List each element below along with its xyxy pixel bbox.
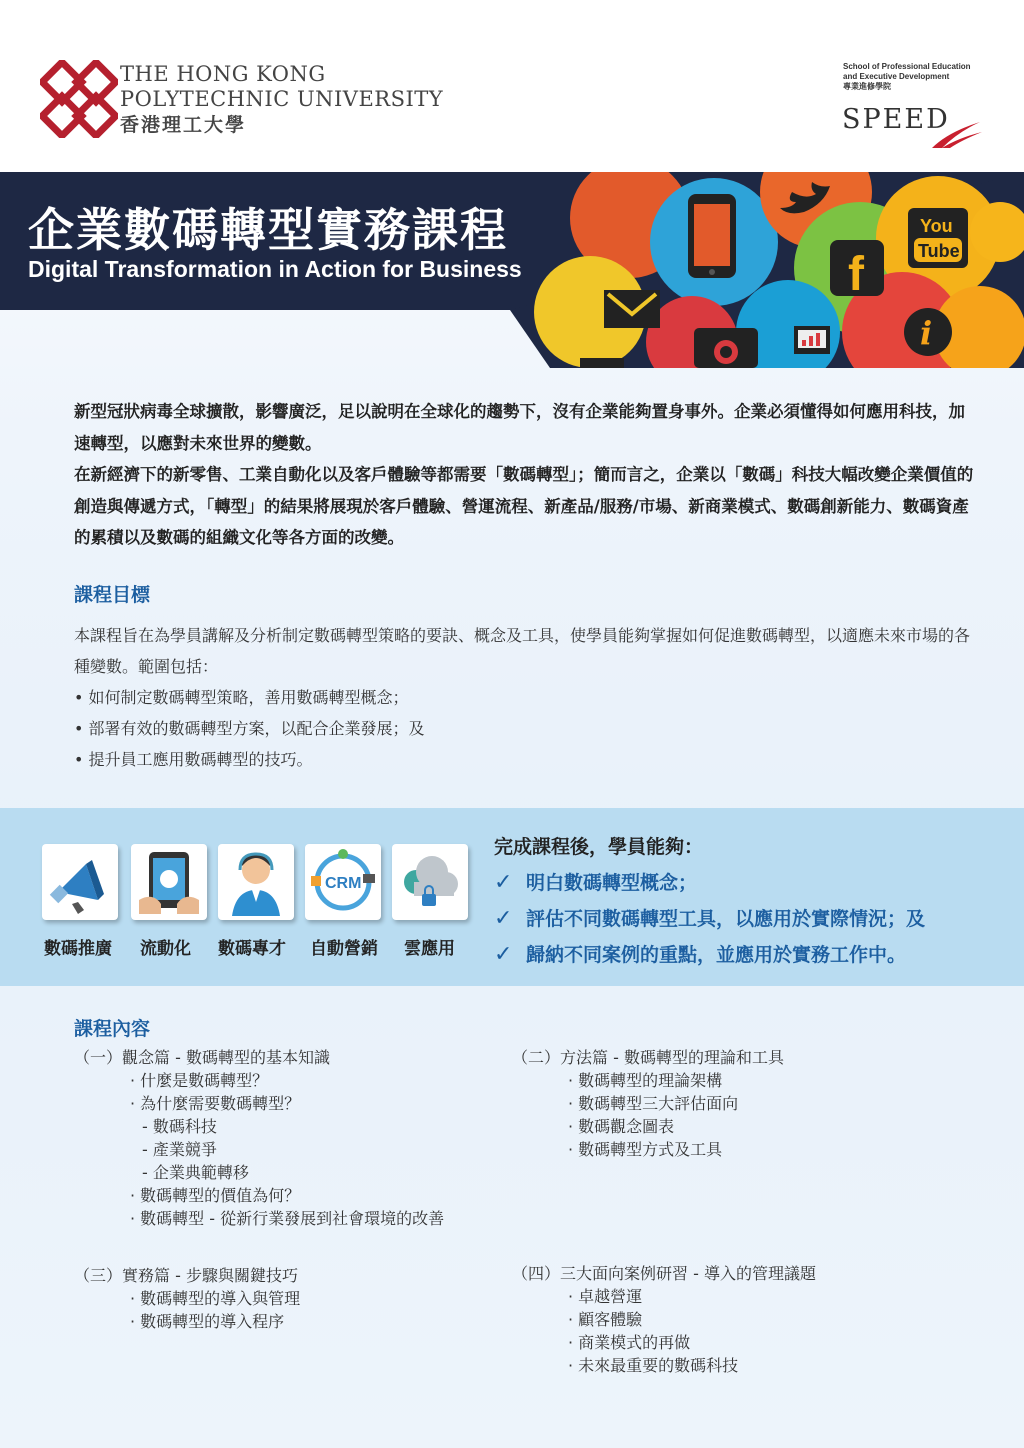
speed-name-line3: 專業進修學院 — [843, 82, 891, 91]
info-icon — [904, 308, 952, 356]
list-item: · 數碼轉型的導入程序 — [130, 1312, 285, 1331]
list-item: · 數碼轉型 - 從新行業發展到社會環境的改善 — [130, 1209, 445, 1228]
tile-label-automation: 自動營銷 — [310, 939, 378, 959]
list-item: · 數碼觀念圖表 — [568, 1117, 675, 1136]
list-item: · 未來最重要的數碼科技 — [568, 1356, 739, 1375]
crm-tile — [305, 844, 381, 920]
outcomes-band — [0, 808, 1024, 986]
tablet-tile — [131, 844, 207, 920]
university-name-zh: 香港理工大學 — [120, 114, 247, 136]
outcome-text: 評估不同數碼轉型工具，以應用於實際情況；及 — [526, 908, 926, 930]
university-name-en-1: THE HONG KONG — [120, 62, 326, 86]
module-3 — [74, 1264, 300, 1333]
svg-text:You: You — [920, 216, 953, 236]
crm-icon — [305, 844, 381, 920]
content-heading: 課程內容 — [74, 1018, 151, 1040]
module-title: （一）觀念篇 - 數碼轉型的基本知識 — [74, 1048, 330, 1067]
module-4 — [512, 1262, 816, 1377]
check-icon: ✓ — [494, 870, 513, 895]
list-item: · 數碼轉型方式及工具 — [568, 1140, 723, 1159]
hero-banner — [0, 172, 1024, 368]
professional-icon — [218, 844, 294, 920]
course-title-en: Digital Transformation in Action for Business — [28, 256, 522, 282]
tile-label-marketing: 數碼推廣 — [44, 939, 112, 959]
list-item: - 企業典範轉移 — [142, 1163, 249, 1182]
university-name — [120, 62, 443, 138]
list-item: • 如何制定數碼轉型策略，善用數碼轉型概念； — [74, 682, 425, 713]
mobile-phone-icon — [688, 194, 736, 278]
list-item: - 數碼科技 — [142, 1117, 217, 1136]
module-title: （四）三大面向案例研習 - 導入的管理議題 — [512, 1264, 816, 1283]
module-title: （三）實務篇 - 步驟與關鍵技巧 — [74, 1266, 298, 1285]
tablet-icon — [131, 844, 207, 920]
list-item: - 產業競爭 — [142, 1140, 217, 1159]
speed-name-line1: School of Professional Education — [843, 62, 971, 71]
speed-swoosh-icon — [928, 118, 984, 152]
outcome-item — [494, 904, 925, 931]
svg-text:Tube: Tube — [918, 241, 960, 261]
page-header — [0, 0, 1024, 172]
cloud-icon — [392, 844, 468, 920]
check-icon: ✓ — [494, 906, 513, 931]
speed-logo: SPEED — [842, 104, 950, 135]
intro-paragraph-2: 在新經濟下的新零售、工業自動化以及客戶體驗等都需要「數碼轉型」；簡而言之，企業以「數碼」科技大幅改變企業價值的創造與傳遞方式，「轉型」的結果將展現於客戶體驗、營運流程、新產品/服務/市場、新商業模式、數碼創新能力、數碼資產的累積以及數碼的組織文化等各方面的改變。 — [74, 465, 974, 547]
youtube-icon — [908, 208, 968, 268]
intro-paragraph-1: 新型冠狀病毒全球擴散，影響廣泛，足以說明在全球化的趨勢下，沒有企業能夠置身事外。企業必須懂得如何應用科技，加速轉型，以應對未來世界的變數。 — [74, 402, 965, 453]
camera-icon — [694, 328, 758, 368]
svg-text:i: i — [920, 314, 933, 352]
svg-text:f: f — [848, 248, 864, 301]
facebook-icon — [830, 240, 884, 301]
professional-tile — [218, 844, 294, 920]
outcome-text: 明白數碼轉型概念； — [526, 872, 698, 894]
module-1 — [74, 1046, 444, 1230]
list-item: · 卓越營運 — [568, 1287, 643, 1306]
tile-label-mobile: 流動化 — [140, 939, 191, 959]
crm-label: CRM — [325, 875, 362, 892]
social-media-collage — [530, 172, 1024, 368]
speed-name-line2: and Executive Development — [843, 72, 950, 81]
megaphone-tile — [42, 844, 118, 920]
list-item: · 什麼是數碼轉型？ — [130, 1071, 269, 1090]
list-item: • 部署有效的數碼轉型方案，以配合企業發展；及 — [74, 713, 425, 744]
intro-text — [74, 396, 974, 554]
module-2 — [512, 1046, 784, 1161]
course-title-zh: 企業數碼轉型實務課程 — [28, 203, 508, 257]
tile-label-talent: 數碼專才 — [218, 939, 286, 959]
outcome-item — [494, 940, 906, 967]
list-item: • 提升員工應用數碼轉型的技巧。 — [74, 744, 425, 775]
list-item: · 數碼轉型的導入與管理 — [130, 1289, 301, 1308]
chart-monitor-icon — [794, 326, 830, 354]
list-item: · 數碼轉型三大評估面向 — [568, 1094, 739, 1113]
list-item: · 為什麼需要數碼轉型？ — [130, 1094, 301, 1113]
check-icon: ✓ — [494, 942, 513, 967]
speed-school-name — [843, 62, 971, 92]
outcomes-heading: 完成課程後，學員能夠： — [494, 836, 704, 858]
objectives-list — [74, 682, 425, 775]
outcome-text: 歸納不同案例的重點，並應用於實務工作中。 — [526, 944, 907, 966]
tile-label-cloud: 雲應用 — [404, 939, 455, 959]
list-item: · 顧客體驗 — [568, 1310, 643, 1329]
megaphone-icon — [42, 844, 118, 920]
university-name-en-2: POLYTECHNIC UNIVERSITY — [120, 87, 444, 111]
module-title: （二）方法篇 - 數碼轉型的理論和工具 — [512, 1048, 784, 1067]
objectives-heading: 課程目標 — [74, 584, 151, 606]
cloud-tile — [392, 844, 468, 920]
outcome-item — [494, 868, 697, 895]
list-item: · 商業模式的再做 — [568, 1333, 691, 1352]
email-icon — [604, 290, 660, 328]
polyu-logo — [40, 60, 118, 138]
objectives-text: 本課程旨在為學員講解及分析制定數碼轉型策略的要訣、概念及工具，使學員能夠掌握如何促進數碼轉型，以適應未來市場的各種變數。範圍包括： — [74, 626, 971, 676]
list-item: · 數碼轉型的價值為何？ — [130, 1186, 301, 1205]
list-item: · 數碼轉型的理論架構 — [568, 1071, 723, 1090]
